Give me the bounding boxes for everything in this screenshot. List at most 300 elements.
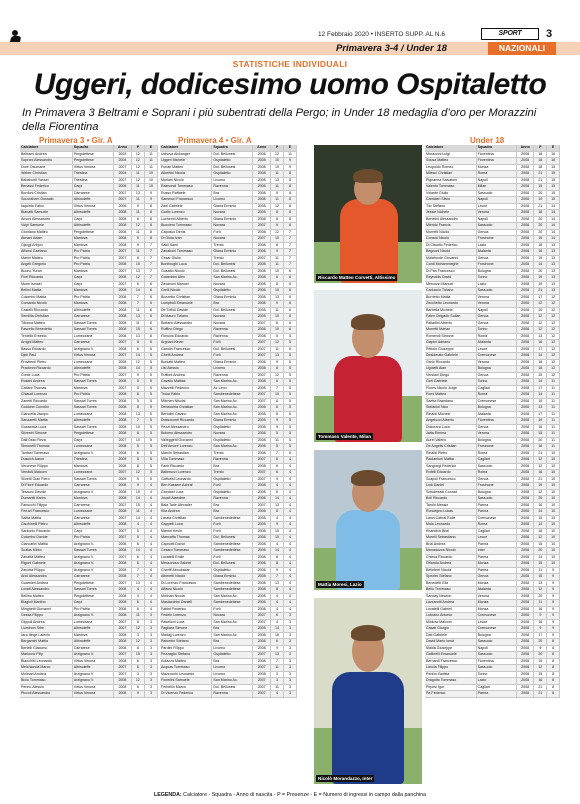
table-cell: 10 bbox=[271, 327, 284, 334]
table-cell: Sassari Torres bbox=[72, 548, 113, 555]
table-cell: 2008 bbox=[253, 496, 271, 503]
player-photo-3 bbox=[314, 450, 422, 590]
table-cell: Simonelli Thomas bbox=[20, 444, 72, 451]
table-cell: 5 bbox=[144, 463, 157, 470]
table-cell: 2007 bbox=[253, 678, 271, 685]
table-cell: 10 bbox=[547, 483, 560, 490]
table-cell: Genoa bbox=[476, 476, 516, 483]
table-cell: Lumezzane bbox=[72, 444, 113, 451]
table-cell: 9 bbox=[534, 613, 547, 620]
table-cell: Triestina bbox=[72, 171, 113, 178]
table-cell: 14 bbox=[271, 548, 284, 555]
table-cell: 5 bbox=[131, 457, 144, 464]
table-cell: 2008 bbox=[253, 645, 271, 652]
table-cell: Sambenedettese bbox=[212, 548, 253, 555]
table-cell: 2008 bbox=[253, 606, 271, 613]
table-cell: 6 bbox=[271, 613, 284, 620]
table-cell: Gusatto Nicolò bbox=[160, 268, 212, 275]
table-cell: 2008 bbox=[114, 294, 132, 301]
table-cell: 2008 bbox=[114, 632, 132, 639]
table-cell: Weber Christian bbox=[20, 171, 72, 178]
table-cell: 6 bbox=[144, 294, 157, 301]
table-cell: Livorno bbox=[212, 645, 253, 652]
table-cell: Bologna bbox=[476, 632, 516, 639]
table-row bbox=[160, 216, 297, 223]
table-cell: 10 bbox=[547, 554, 560, 561]
table-cell: Desiderato Gabriele bbox=[425, 353, 476, 360]
table-cell: 4 bbox=[271, 515, 284, 522]
legend-label: LEGENDA: bbox=[154, 792, 182, 798]
table-cell: 11 bbox=[144, 158, 157, 165]
table-cell: Castelli Riccardo bbox=[20, 307, 72, 314]
table-cell: 5 bbox=[271, 444, 284, 451]
table-cell: Sanzarelli Mattia bbox=[20, 418, 72, 425]
table-cell: Ospitaletto bbox=[212, 476, 253, 483]
table-cell: 2008 bbox=[253, 177, 271, 184]
table-cell: Pro Patria bbox=[72, 392, 113, 399]
table-cell: Lecce bbox=[476, 203, 516, 210]
table-cell: Mantova bbox=[72, 301, 113, 308]
table-cell: 8 bbox=[547, 678, 560, 685]
table-cell: 5 bbox=[144, 379, 157, 386]
table-cell: Di Gioia Ivan bbox=[160, 236, 212, 243]
table-cell: 2008 bbox=[516, 606, 533, 613]
table-cell: 13 bbox=[547, 268, 560, 275]
table-cell: 2008 bbox=[114, 561, 132, 568]
table-cell: 2008 bbox=[516, 645, 533, 652]
table-row bbox=[160, 561, 297, 568]
table-row bbox=[20, 476, 158, 483]
table-cell: Lumezzane bbox=[72, 619, 113, 626]
column-header: Anno bbox=[253, 145, 271, 151]
table-cell: Trento bbox=[212, 450, 253, 457]
table-cell: Lanzi Cabral Rolle bbox=[425, 515, 476, 522]
photo-caption-4: Nicolò Morandazzo, Inter bbox=[318, 776, 373, 781]
table-cell: Bra bbox=[212, 301, 253, 308]
table-cell: Volpi Samuele bbox=[20, 223, 72, 230]
table-cell: 6 bbox=[131, 658, 144, 665]
table-row bbox=[20, 164, 158, 171]
table-cell: 5 bbox=[284, 353, 297, 360]
table-cell: Virtus Verona bbox=[72, 164, 113, 171]
table-cell: 5 bbox=[144, 450, 157, 457]
table-row bbox=[160, 535, 297, 542]
table-row bbox=[20, 535, 158, 542]
table-cell: Pro Patria bbox=[72, 249, 113, 256]
table-cell: Molinari Andrea bbox=[20, 671, 72, 678]
table-cell: Perino Alessio bbox=[20, 684, 72, 691]
table-cell: 2007 bbox=[253, 398, 271, 405]
table-cell: Sambenedettese bbox=[212, 392, 253, 399]
table-cell: 11 bbox=[547, 405, 560, 412]
table-cell: Iaquinta Fabio bbox=[20, 203, 72, 210]
table-cell: Bologna bbox=[476, 268, 516, 275]
table-cell: Iacu Ilinge Lalenin bbox=[20, 632, 72, 639]
table-cell: 12 bbox=[271, 372, 284, 379]
table-cell: Minghetti Giovanni bbox=[20, 606, 72, 613]
table-cell: Novara bbox=[212, 236, 253, 243]
table-row bbox=[20, 151, 158, 158]
table-cell: 6 bbox=[271, 457, 284, 464]
table-row bbox=[425, 639, 560, 646]
table-cell: 4 bbox=[144, 600, 157, 607]
table-row bbox=[20, 307, 158, 314]
top-bar bbox=[0, 0, 580, 42]
table-cell: 5 bbox=[144, 366, 157, 373]
table-cell: 4 bbox=[144, 515, 157, 522]
table-cell: 2008 bbox=[516, 171, 533, 178]
table-cell: 2008 bbox=[516, 671, 533, 678]
table-row bbox=[20, 645, 158, 652]
table-cell: Albinoleffe bbox=[72, 307, 113, 314]
table-cell: Roma bbox=[476, 522, 516, 529]
table-cell: 2008 bbox=[516, 177, 533, 184]
table-cell: Zavanoni Manuel bbox=[160, 281, 212, 288]
table-cell: 2008 bbox=[253, 574, 271, 581]
table-cell: 15 bbox=[534, 515, 547, 522]
table-cell: Sassari Torres bbox=[72, 587, 113, 594]
table-cell: 2008 bbox=[253, 671, 271, 678]
table-cell: Pergolettese bbox=[72, 593, 113, 600]
table-cell: Giana Erminio bbox=[212, 249, 253, 256]
table-cell: 6 bbox=[131, 606, 144, 613]
table-cell: 4 bbox=[284, 567, 297, 574]
table-cell: 2007 bbox=[253, 340, 271, 347]
table-cell: Dell’Amore Lorenzo bbox=[160, 444, 212, 451]
table-cell: 6 bbox=[144, 307, 157, 314]
table-cell: 11 bbox=[144, 151, 157, 158]
table-cell: 9 bbox=[131, 691, 144, 698]
table-cell: 6 bbox=[271, 470, 284, 477]
table-cell: 2008 bbox=[114, 522, 132, 529]
table-cell: Lumezzane bbox=[72, 470, 113, 477]
table-cell: 21 bbox=[534, 288, 547, 295]
table-row bbox=[425, 626, 560, 633]
table-cell: 2008 bbox=[114, 606, 132, 613]
table-cell: 16 bbox=[271, 632, 284, 639]
table-cell: Sassuolo bbox=[476, 652, 516, 659]
table-cell: 3 bbox=[284, 671, 297, 678]
table-cell: 2008 bbox=[253, 164, 271, 171]
table-cell: Colombini Alex bbox=[160, 275, 212, 282]
table-row bbox=[20, 691, 158, 698]
dateline: 12 Febbraio 2020 • INSERTO SUPP. AL N.6 bbox=[317, 31, 445, 38]
table-row bbox=[160, 587, 297, 594]
table-cell: Mantova bbox=[72, 496, 113, 503]
table-cell: Markovic Filip bbox=[20, 652, 72, 659]
table-row bbox=[160, 684, 297, 691]
table-cell: 6 bbox=[271, 463, 284, 470]
table-cell: 8 bbox=[284, 177, 297, 184]
table-cell: 4 bbox=[284, 515, 297, 522]
table-cell: 6 bbox=[284, 288, 297, 295]
table-cell: 15 bbox=[131, 327, 144, 334]
table-cell: Ac Leon bbox=[212, 385, 253, 392]
table-row bbox=[160, 268, 297, 275]
table-cell: 6 bbox=[144, 288, 157, 295]
table-cell: 2008 bbox=[516, 236, 533, 243]
table-cell: Triestina bbox=[72, 457, 113, 464]
table-cell: 2008 bbox=[114, 346, 132, 353]
table-cell: 10 bbox=[271, 288, 284, 295]
table-cell: 2007 bbox=[253, 470, 271, 477]
table-row bbox=[20, 190, 158, 197]
table-cell: 2008 bbox=[114, 450, 132, 457]
table-cell: 2008 bbox=[516, 580, 533, 587]
table-cell: Novara bbox=[212, 281, 253, 288]
table-cell: 13 bbox=[534, 333, 547, 340]
table-row bbox=[20, 613, 158, 620]
table-cell: 16 bbox=[547, 158, 560, 165]
table-cell: 10 bbox=[144, 184, 157, 191]
player-photo-2 bbox=[314, 290, 422, 442]
table-cell: 14 bbox=[547, 210, 560, 217]
section-title: Primavera 3-4 / Under 18 bbox=[336, 43, 447, 54]
section-badge: NAZIONALI bbox=[488, 42, 556, 55]
table-row bbox=[20, 567, 158, 574]
table-cell: Conte Luca bbox=[20, 372, 72, 379]
table-cell: 2008 bbox=[253, 268, 271, 275]
table-cell: 12 bbox=[131, 359, 144, 366]
table-cell: Dumaniti Karim bbox=[20, 496, 72, 503]
table-cell: 3 bbox=[144, 619, 157, 626]
table-cell: 2008 bbox=[516, 216, 533, 223]
table-cell: 5 bbox=[271, 333, 284, 340]
table-cell: Zani Gabriele bbox=[160, 203, 212, 210]
table-row bbox=[20, 639, 158, 646]
table-cell: 2008 bbox=[516, 574, 533, 581]
table-cell: San Marino Ac. bbox=[212, 632, 253, 639]
table-cell: Fiorentina bbox=[476, 158, 516, 165]
table-row bbox=[425, 515, 560, 522]
table-cell: 2008 bbox=[253, 190, 271, 197]
table-cell: Pergolettese bbox=[72, 580, 113, 587]
table-cell: Carluccio Tiziano bbox=[425, 288, 476, 295]
table-cell: 8 bbox=[144, 203, 157, 210]
column-header: P bbox=[534, 145, 547, 151]
table-cell: 9 bbox=[271, 522, 284, 529]
table-cell: 8 bbox=[144, 236, 157, 243]
table-cell: Bra bbox=[212, 502, 253, 509]
table-cell: 12 bbox=[271, 151, 284, 158]
table-cell: 2008 bbox=[253, 171, 271, 178]
table-cell: 2008 bbox=[516, 281, 533, 288]
table-cell: Gossedda Luca bbox=[20, 424, 72, 431]
table-cell: Veronese Filippo bbox=[20, 463, 72, 470]
table-cell: 11 bbox=[131, 197, 144, 204]
table-cell: Ravenna bbox=[212, 457, 253, 464]
table-cell: 6 bbox=[131, 281, 144, 288]
table-cell: 2008 bbox=[253, 463, 271, 470]
table-cell: Pro Patria bbox=[72, 262, 113, 269]
table-cell: Pirpesi Igor bbox=[425, 684, 476, 691]
table-cell: Lazzarotti Andrea bbox=[425, 600, 476, 607]
table-cell: 17 bbox=[534, 411, 547, 418]
table-cell: Palumbo Stefano bbox=[160, 639, 212, 646]
table-cell: Ben Kassem Achraf bbox=[160, 483, 212, 490]
table-cell: 14 bbox=[547, 223, 560, 230]
section-header-under18: Under 18 bbox=[470, 136, 505, 145]
table-cell: 12 bbox=[534, 489, 547, 496]
table-cell: Dol. Bellunesi bbox=[212, 684, 253, 691]
table-cell: Paselloni Luca bbox=[160, 619, 212, 626]
table-cell: Bala Tade Alexader bbox=[160, 502, 212, 509]
photo-caption-2: Tommaso Valente, Milan bbox=[318, 434, 372, 439]
column-header: E bbox=[284, 145, 297, 151]
table-cell: 2007 bbox=[253, 665, 271, 672]
table-row bbox=[20, 470, 158, 477]
table-cell: 2008 bbox=[516, 275, 533, 282]
table-cell: 18 bbox=[534, 164, 547, 171]
table-cell: 4 bbox=[284, 548, 297, 555]
table-cell: 2008 bbox=[253, 528, 271, 535]
table-cell: Bianatti Samuele bbox=[20, 210, 72, 217]
table-cell: Carrarese bbox=[72, 574, 113, 581]
table-cell: Uggeri Michele bbox=[160, 158, 212, 165]
table-cell: Zanatta Matteo bbox=[20, 554, 72, 561]
table-cell: 3 bbox=[144, 671, 157, 678]
table-cell: Mantova bbox=[72, 463, 113, 470]
table-cell: 3 bbox=[284, 613, 297, 620]
table-cell: Mazzelli Federico bbox=[160, 385, 212, 392]
table-cell: 2008 bbox=[253, 437, 271, 444]
table-cell: Genoa bbox=[476, 320, 516, 327]
table-cell: Genoa bbox=[476, 314, 516, 321]
table-row bbox=[20, 255, 158, 262]
table-cell: 9 bbox=[534, 626, 547, 633]
table-cell: Arzignano V. bbox=[72, 613, 113, 620]
table-cell: 12 bbox=[131, 177, 144, 184]
table-cell: Triestina bbox=[72, 177, 113, 184]
table-cell: 16 bbox=[534, 470, 547, 477]
table-cell: Ravenna bbox=[212, 372, 253, 379]
table-row bbox=[160, 203, 297, 210]
table-cell: Arrighi Matteo bbox=[20, 340, 72, 347]
table-cell: 2006 bbox=[114, 184, 132, 191]
table-cell: Sambenedettese bbox=[212, 580, 253, 587]
table-cell: Napoli bbox=[476, 177, 516, 184]
table-cell: Forlì bbox=[212, 229, 253, 236]
table-cell: Sassari Torres bbox=[72, 327, 113, 334]
table-cell: Genoa bbox=[476, 574, 516, 581]
table-cell: Ciancarini Mattia bbox=[20, 541, 72, 548]
table-cell: Lovati Alessandro bbox=[20, 587, 72, 594]
table-cell: 12 bbox=[547, 314, 560, 321]
table-cell: Biolo Tommaso bbox=[20, 678, 72, 685]
table-cell: 2008 bbox=[516, 151, 533, 158]
table-cell: 16 bbox=[534, 249, 547, 256]
table-cell: Orelo Riccardo bbox=[425, 359, 476, 366]
table-cell: Morazzini Luigi bbox=[425, 151, 476, 158]
table-cell: 12 bbox=[547, 301, 560, 308]
table-cell: Pro Patria bbox=[72, 255, 113, 262]
table-cell: Pro Patria bbox=[72, 535, 113, 542]
table-cell: Lecce bbox=[476, 619, 516, 626]
table-cell: Lazio bbox=[476, 281, 516, 288]
table-cell: Genoa bbox=[476, 229, 516, 236]
table-cell: 14 bbox=[131, 548, 144, 555]
table-cell: 12 bbox=[547, 366, 560, 373]
table-cell: Sassari Torres bbox=[72, 379, 113, 386]
table-cell: Scalas Mirko bbox=[20, 548, 72, 555]
table-cell: Dol. Bellunesi bbox=[212, 151, 253, 158]
table-cell: 3 bbox=[271, 671, 284, 678]
table-cell: 10 bbox=[547, 509, 560, 516]
table-cell: 8 bbox=[547, 691, 560, 698]
table-primavera3 bbox=[20, 145, 158, 698]
table-cell: 4 bbox=[271, 483, 284, 490]
table-cell: 7 bbox=[284, 255, 297, 262]
table-cell: 10 bbox=[547, 463, 560, 470]
table-cell: Lazio bbox=[476, 242, 516, 249]
table-cell: 6 bbox=[271, 489, 284, 496]
table-cell: 2007 bbox=[253, 320, 271, 327]
table-cell: Penfoo Batista bbox=[425, 671, 476, 678]
table-cell: 13 bbox=[547, 281, 560, 288]
table-cell: 9 bbox=[547, 626, 560, 633]
table-cell: 7 bbox=[144, 275, 157, 282]
column-header: Anno bbox=[114, 145, 132, 151]
table-cell: 10 bbox=[271, 158, 284, 165]
table-cell: 2008 bbox=[516, 691, 533, 698]
table-row bbox=[425, 496, 560, 503]
table-cell: 13 bbox=[131, 411, 144, 418]
table-cell: 20 bbox=[534, 496, 547, 503]
table-cell: 2008 bbox=[516, 600, 533, 607]
table-row bbox=[160, 515, 297, 522]
table-cell: Pergolettese bbox=[72, 229, 113, 236]
table-cell: Locatelli Emile bbox=[160, 554, 212, 561]
table-cell: Verona bbox=[476, 301, 516, 308]
table-cell: Bordoni Cristian bbox=[20, 190, 72, 197]
table-cell: Buono Yuran bbox=[20, 268, 72, 275]
table-cell: Pignanna Salvatore bbox=[425, 177, 476, 184]
table-row bbox=[160, 476, 297, 483]
table-cell: Messorosa Gabriel bbox=[160, 561, 212, 568]
table-cell: Albinoleffe bbox=[72, 197, 113, 204]
table-cell: 2008 bbox=[516, 353, 533, 360]
table-cell: 6 bbox=[131, 665, 144, 672]
table-cell: 9 bbox=[547, 593, 560, 600]
table-cell: Di Claudio Federico bbox=[425, 242, 476, 249]
table-cell: Pezzi Alessandro bbox=[160, 424, 212, 431]
table-cell: 5 bbox=[284, 392, 297, 399]
table-cell: 14 bbox=[547, 203, 560, 210]
table-cell: 2008 bbox=[253, 275, 271, 282]
table-cell: 8 bbox=[131, 392, 144, 399]
table-cell: Lumezzane bbox=[72, 509, 113, 516]
table-cell: Burrietto Mattia bbox=[425, 294, 476, 301]
table-row bbox=[425, 652, 560, 659]
table-cell: 4 bbox=[284, 574, 297, 581]
table-cell: Uchova Alckanger bbox=[160, 151, 212, 158]
table-cell: 2008 bbox=[253, 197, 271, 204]
table-cell: 4 bbox=[144, 548, 157, 555]
table-cell: 6 bbox=[131, 684, 144, 691]
table-row bbox=[20, 333, 158, 340]
table-cell: 19 bbox=[534, 275, 547, 282]
table-cell: Mazzocchi Leonardo bbox=[160, 671, 212, 678]
table-cell: 20 bbox=[534, 593, 547, 600]
table-cell: Chiesa Riccardo bbox=[425, 554, 476, 561]
table-cell: Livorno bbox=[212, 671, 253, 678]
table-cell: 2008 bbox=[114, 301, 132, 308]
table-cell: Genoa bbox=[476, 424, 516, 431]
table-cell: 11 bbox=[131, 249, 144, 256]
table-cell: 2007 bbox=[253, 236, 271, 243]
table-cell: 12 bbox=[131, 158, 144, 165]
table-cell: 5 bbox=[284, 398, 297, 405]
